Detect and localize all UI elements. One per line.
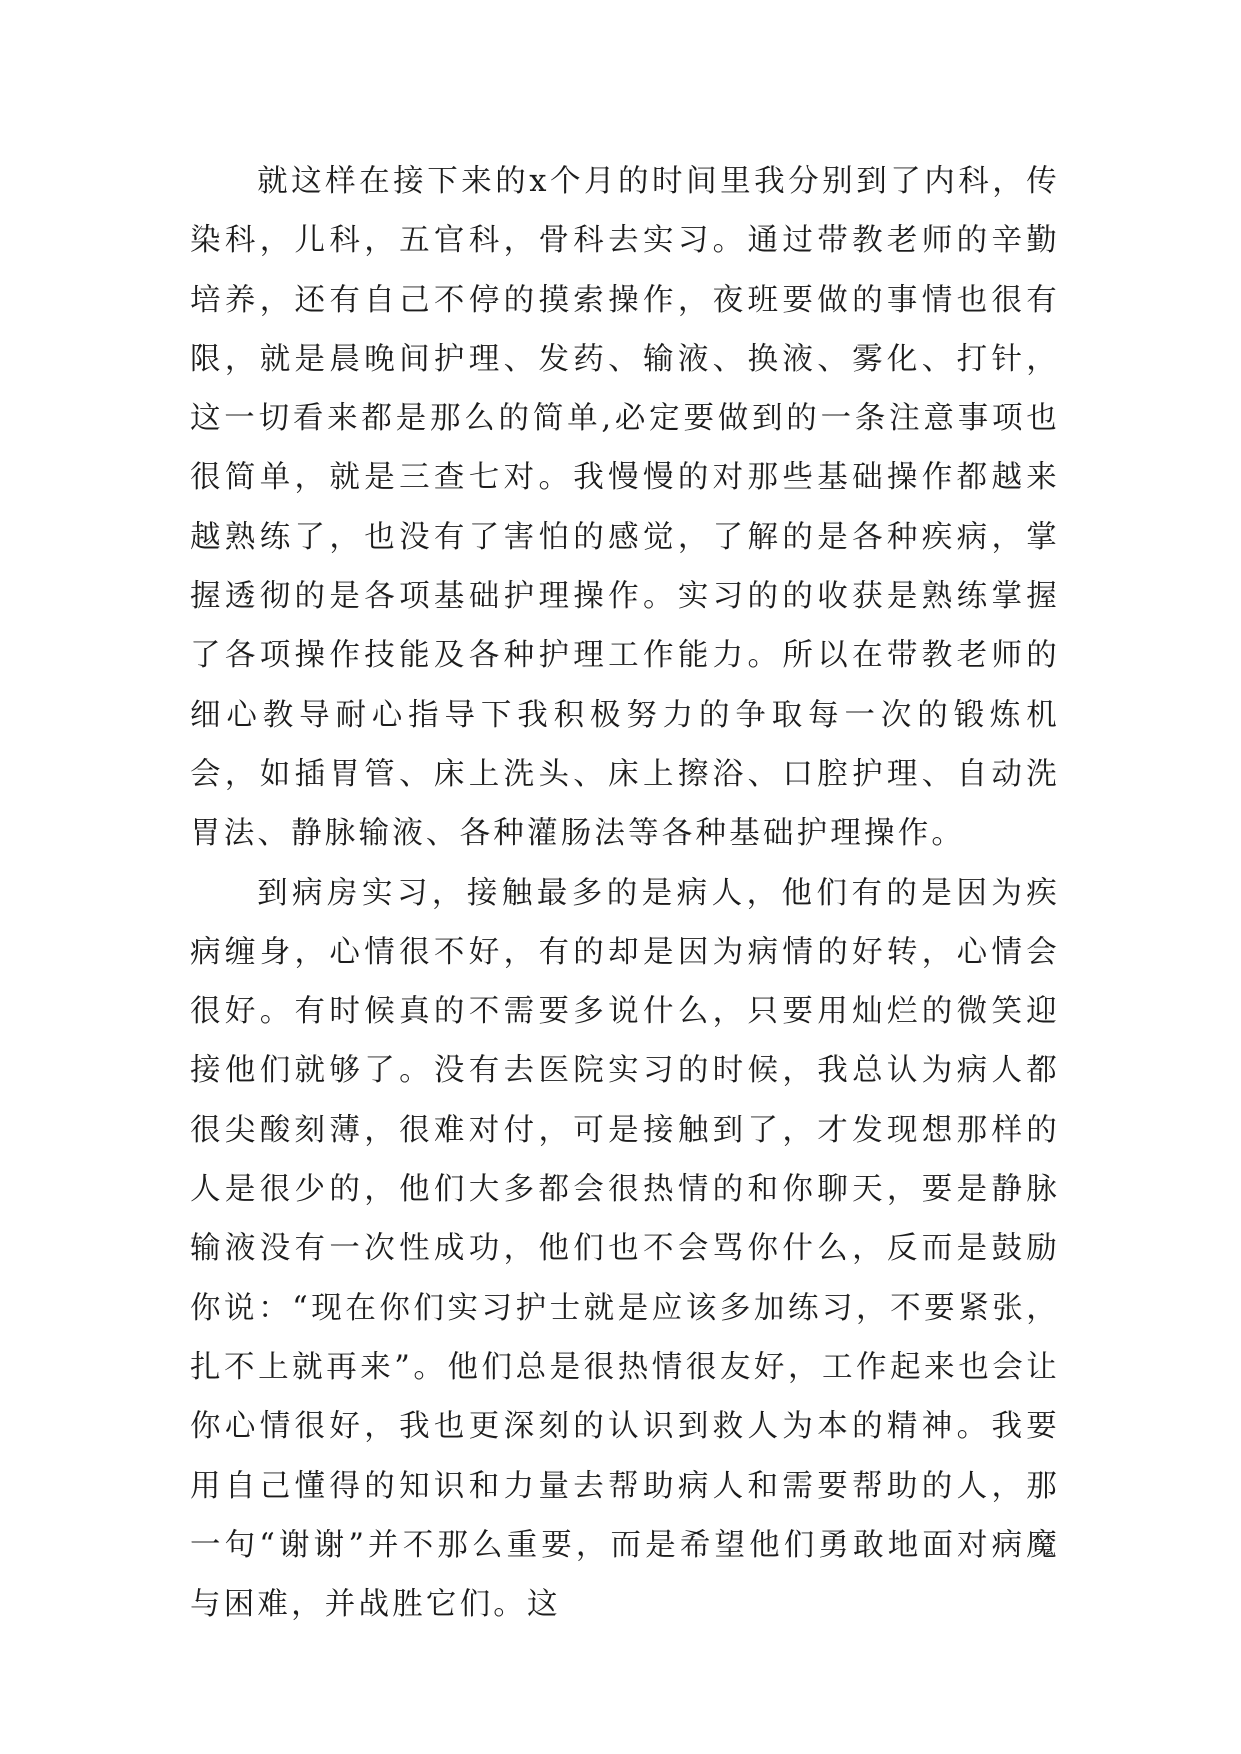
paragraph-2: 到病房实习，接触最多的是病人，他们有的是因为疾病缠身，心情很不好，有的却是因为病情的好转，心情会很好。有时候真的不需要多说什么，只要用灿烂的微笑迎接他们就够了。没有去医院实习的时候，我总认为病人都很尖酸刻薄，很难对付，可是接触到了，才发现想那样的人是很少的，他们大多都会很热情的和你聊天，要是静脉输液没有一次性成功，他们也不会骂你什么，反而是鼓励你说：“现在你们实习护士就是应该多加练习，不要紧张，扎不上就再来”。他们总是很热情很友好，工作起来也会让你心情很好，我也更深刻的认识到救人为本的精神。我要用自己懂得的知识和力量去帮助病人和需要帮助的人，那一句“谢谢”并不那么重要，而是希望他们勇敢地面对病魔与困难，并战胜它们。这 (190, 875, 1060, 1623)
document-body (190, 152, 1060, 1634)
paragraph-1: 就这样在接下来的x个月的时间里我分别到了内科，传染科，儿科，五官科，骨科去实习。通过带教老师的辛勤培养，还有自己不停的摸索操作，夜班要做的事情也很有限，就是晨晚间护理、发药、输液、换液、雾化、打针，这一切看来都是那么的简单,必定要做到的一条注意事项也很简单，就是三查七对。我慢慢的对那些基础操作都越来越熟练了，也没有了害怕的感觉，了解的是各种疾病，掌握透彻的是各项基础护理操作。实习的的收获是熟练掌握了各项操作技能及各种护理工作能力。所以在带教老师的细心教导耐心指导下我积极努力的争取每一次的锻炼机会，如插胃管、床上洗头、床上擦浴、口腔护理、自动洗胃法、静脉输液、各种灌肠法等各种基础护理操作。 (190, 164, 1060, 852)
